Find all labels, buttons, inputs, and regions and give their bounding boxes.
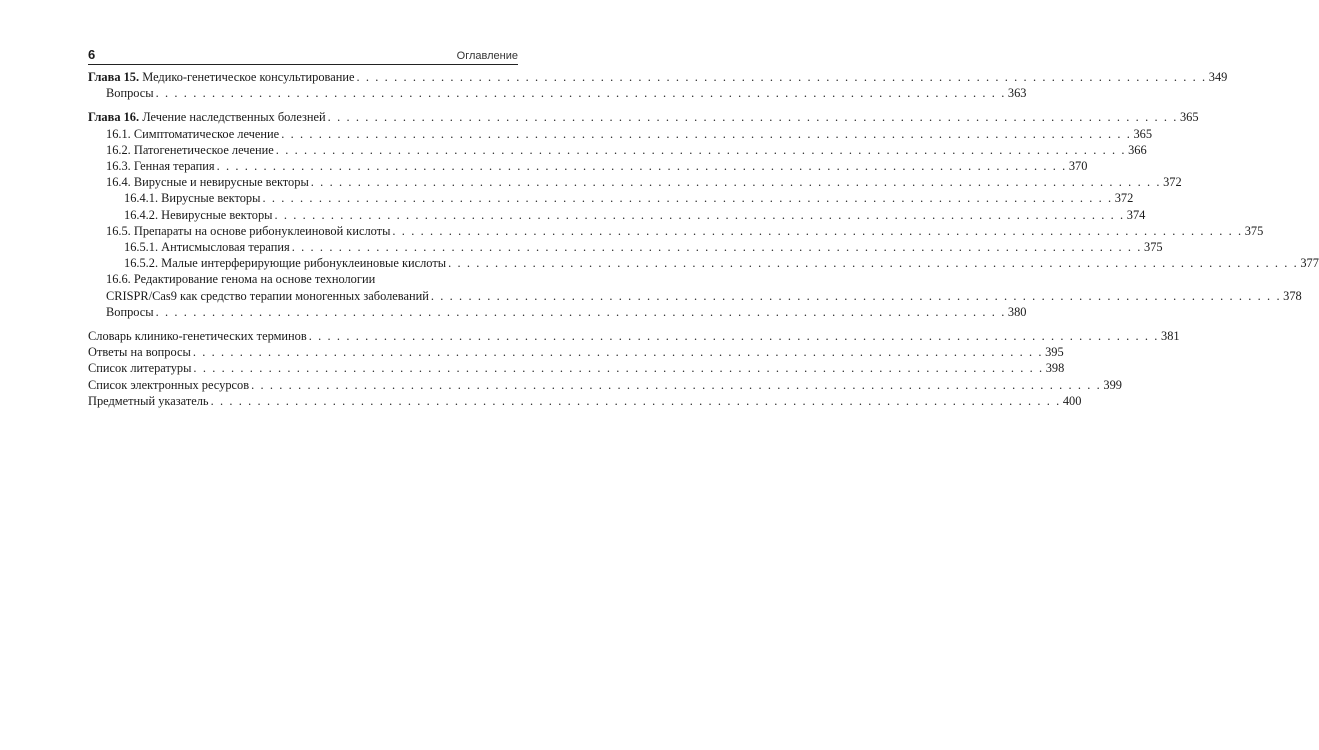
- toc-entry-glossary[interactable]: [88, 328, 1180, 344]
- toc-page-number: 381: [1161, 329, 1180, 344]
- toc-entry-title: Вопросы: [106, 86, 154, 101]
- toc-entry-title: 16.5. Препараты на основе рибонуклеиновой кислоты: [106, 223, 391, 238]
- leader-dots: . . . . . . . . . . . . . . . . . . . . . . . . . . . . . . . . . . . . . . . . . . . . . . . . . . . . . . . . . . . . . . . . . . . . . . . . . . . . . . . . . . . . . . . . . . .: [210, 393, 1061, 408]
- toc-entry-title: 16.1. Симптоматическое лечение: [106, 126, 280, 141]
- toc-page-number: 375: [1244, 223, 1264, 238]
- toc-page-number: 366: [1128, 142, 1147, 157]
- toc-page-number: 377: [1300, 256, 1319, 271]
- toc-entry-16-2[interactable]: [88, 142, 1147, 158]
- table-of-contents: [88, 69, 1319, 409]
- toc-page-number: 399: [1103, 377, 1122, 392]
- toc-entry-16-3[interactable]: [88, 158, 1088, 174]
- leader-dots: . . . . . . . . . . . . . . . . . . . . . . . . . . . . . . . . . . . . . . . . . . . . . . . . . . . . . . . . . . . . . . . . . . . . . . . . . . . . . . . . . . . . . . . . . . .: [308, 329, 1160, 344]
- toc-entry-title: Список электронных ресурсов: [88, 377, 250, 392]
- toc-entry-16-4-2[interactable]: [88, 207, 1146, 223]
- leader-dots: . . . . . . . . . . . . . . . . . . . . . . . . . . . . . . . . . . . . . . . . . . . . . . . . . . . . . . . . . . . . . . . . . . . . . . . . . . . . . . . . . . . . . . . . . . .: [155, 86, 1006, 101]
- leader-dots: . . . . . . . . . . . . . . . . . . . . . . . . . . . . . . . . . . . . . . . . . . . . . . . . . . . . . . . . . . . . . . . . . . . . . . . . . . . . . . . . . . . . . . . . . . .: [430, 288, 1282, 303]
- toc-entry-16-4-1[interactable]: [88, 190, 1134, 206]
- chapter-title: Медико-генетическое консультирование: [142, 70, 355, 84]
- leader-dots: . . . . . . . . . . . . . . . . . . . . . . . . . . . . . . . . . . . . . . . . . . . . . . . . . . . . . . . . . . . . . . . . . . . . . . . . . . . . . . . . . . . . . . . . . . .: [274, 207, 1125, 222]
- toc-page-number: 374: [1126, 207, 1146, 222]
- toc-entry-chapter-15[interactable]: [88, 69, 1228, 85]
- toc-entry-title: Ответы на вопросы: [88, 345, 191, 360]
- leader-dots: . . . . . . . . . . . . . . . . . . . . . . . . . . . . . . . . . . . . . . . . . . . . . . . . . . . . . . . . . . . . . . . . . . . . . . . . . . . . . . . . . . . . . . . . . . .: [216, 159, 1067, 174]
- toc-entry-16-4[interactable]: [88, 174, 1182, 190]
- toc-page-number: 380: [1007, 304, 1027, 319]
- leader-dots: . . . . . . . . . . . . . . . . . . . . . . . . . . . . . . . . . . . . . . . . . . . . . . . . . . . . . . . . . . . . . . . . . . . . . . . . . . . . . . . . . . . . . . . . . . .: [356, 70, 1207, 84]
- leader-dots: . . . . . . . . . . . . . . . . . . . . . . . . . . . . . . . . . . . . . . . . . . . . . . . . . . . . . . . . . . . . . . . . . . . . . . . . . . . . . . . . . . . . . . . . . . .: [193, 361, 1044, 376]
- toc-entry-16-5-1[interactable]: [88, 239, 1163, 255]
- toc-entry-electronic-resources[interactable]: [88, 377, 1122, 393]
- toc-entry-answers[interactable]: [88, 344, 1064, 360]
- leader-dots: . . . . . . . . . . . . . . . . . . . . . . . . . . . . . . . . . . . . . . . . . . . . . . . . . . . . . . . . . . . . . . . . . . . . . . . . . . . . . . . . . . . . . . . . . . .: [327, 110, 1178, 125]
- toc-page-number: 395: [1045, 345, 1064, 360]
- toc-entry-16-6-first-line[interactable]: 16.6. Редактирование генома на основе технологии: [106, 272, 376, 287]
- toc-page-number: 365: [1179, 110, 1199, 125]
- toc-entry-title: 16.4. Вирусные и невирусные векторы: [106, 175, 309, 190]
- chapter-label: Глава 16.: [88, 110, 140, 125]
- toc-page-number: 378: [1283, 288, 1302, 303]
- toc-entry-title: 16.4.2. Невирусные векторы: [124, 207, 273, 222]
- toc-entry-title: 16.5.1. Антисмысловая терапия: [124, 240, 290, 255]
- leader-dots: . . . . . . . . . . . . . . . . . . . . . . . . . . . . . . . . . . . . . . . . . . . . . . . . . . . . . . . . . . . . . . . . . . . . . . . . . . . . . . . . . . . . . . . . . . .: [192, 345, 1044, 360]
- leader-dots: . . . . . . . . . . . . . . . . . . . . . . . . . . . . . . . . . . . . . . . . . . . . . . . . . . . . . . . . . . . . . . . . . . . . . . . . . . . . . . . . . . . . . . . . . . .: [251, 377, 1102, 392]
- toc-page-number: 370: [1068, 159, 1088, 174]
- toc-entry-16-1[interactable]: [88, 126, 1153, 142]
- toc-page-number: 363: [1007, 86, 1027, 101]
- toc-entry-title: CRISPR/Cas9 как средство терапии моногенных заболеваний: [106, 288, 429, 303]
- toc-entry-title: 16.5.2. Малые интерферирующие рибонуклеиновые кислоты: [124, 256, 447, 271]
- toc-entry-subject-index[interactable]: [88, 393, 1082, 409]
- toc-page-number: 398: [1045, 361, 1065, 376]
- toc-entry-ch16-questions[interactable]: [88, 304, 1027, 320]
- toc-entry-chapter-16[interactable]: [88, 109, 1199, 125]
- leader-dots: . . . . . . . . . . . . . . . . . . . . . . . . . . . . . . . . . . . . . . . . . . . . . . . . . . . . . . . . . . . . . . . . . . . . . . . . . . . . . . . . . . . . . . . . . . .: [291, 240, 1143, 255]
- toc-page-number: 349: [1208, 70, 1228, 84]
- toc-entry-16-5[interactable]: [88, 223, 1264, 239]
- page-number: 6: [88, 47, 96, 62]
- header-rule: [88, 64, 518, 65]
- toc-entry-title: 16.2. Патогенетическое лечение: [106, 142, 274, 157]
- toc-entry-title: Предметный указатель: [88, 393, 209, 408]
- leader-dots: . . . . . . . . . . . . . . . . . . . . . . . . . . . . . . . . . . . . . . . . . . . . . . . . . . . . . . . . . . . . . . . . . . . . . . . . . . . . . . . . . . . . . . . . . . .: [155, 304, 1006, 319]
- toc-entry-title: 16.3. Генная терапия: [106, 159, 215, 174]
- leader-dots: . . . . . . . . . . . . . . . . . . . . . . . . . . . . . . . . . . . . . . . . . . . . . . . . . . . . . . . . . . . . . . . . . . . . . . . . . . . . . . . . . . . . . . . . . . .: [262, 191, 1113, 206]
- toc-entry-title: Словарь клинико-генетических терминов: [88, 329, 307, 344]
- toc-entry-title: Вопросы: [106, 304, 154, 319]
- toc-page-number: 372: [1114, 191, 1134, 206]
- toc-entry-16-5-2[interactable]: [88, 255, 1319, 271]
- toc-page-number: 365: [1133, 126, 1153, 141]
- toc-entry-title: Список литературы: [88, 361, 192, 376]
- leader-dots: . . . . . . . . . . . . . . . . . . . . . . . . . . . . . . . . . . . . . . . . . . . . . . . . . . . . . . . . . . . . . . . . . . . . . . . . . . . . . . . . . . . . . . . . . . .: [392, 223, 1243, 238]
- page-header: [88, 44, 518, 62]
- toc-page-number: 372: [1163, 175, 1182, 190]
- running-title: Оглавление: [456, 50, 518, 62]
- leader-dots: . . . . . . . . . . . . . . . . . . . . . . . . . . . . . . . . . . . . . . . . . . . . . . . . . . . . . . . . . . . . . . . . . . . . . . . . . . . . . . . . . . . . . . . . . . .: [448, 256, 1299, 271]
- chapter-label: Глава 15.: [88, 70, 140, 84]
- toc-entry-16-6[interactable]: [88, 288, 1302, 304]
- leader-dots: . . . . . . . . . . . . . . . . . . . . . . . . . . . . . . . . . . . . . . . . . . . . . . . . . . . . . . . . . . . . . . . . . . . . . . . . . . . . . . . . . . . . . . . . . . .: [281, 126, 1132, 141]
- toc-page-number: 375: [1144, 240, 1163, 255]
- toc-entry-references[interactable]: [88, 360, 1065, 376]
- toc-entry-title: [88, 69, 354, 85]
- toc-entry-title: [88, 109, 326, 125]
- toc-page-number: 400: [1062, 393, 1082, 408]
- toc-entry-ch15-questions[interactable]: [88, 85, 1027, 101]
- toc-entry-title: 16.4.1. Вирусные векторы: [124, 191, 261, 206]
- chapter-title: Лечение наследственных болезней: [142, 110, 326, 125]
- leader-dots: . . . . . . . . . . . . . . . . . . . . . . . . . . . . . . . . . . . . . . . . . . . . . . . . . . . . . . . . . . . . . . . . . . . . . . . . . . . . . . . . . . . . . . . . . . .: [310, 175, 1162, 190]
- leader-dots: . . . . . . . . . . . . . . . . . . . . . . . . . . . . . . . . . . . . . . . . . . . . . . . . . . . . . . . . . . . . . . . . . . . . . . . . . . . . . . . . . . . . . . . . . . .: [275, 142, 1127, 157]
